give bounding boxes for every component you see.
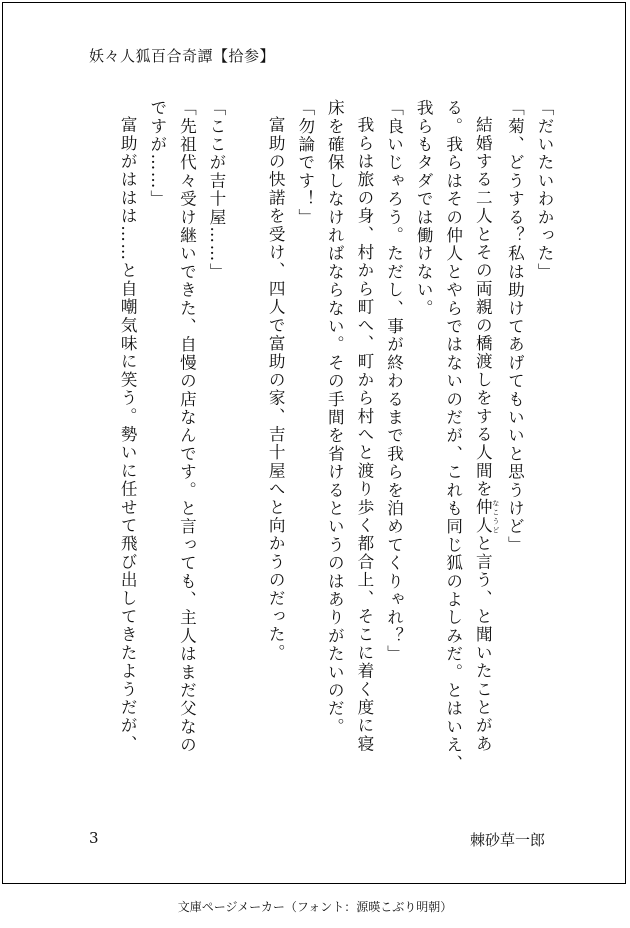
body-line: 「ここが吉十屋……」 xyxy=(206,99,226,281)
body-line xyxy=(231,99,261,789)
page-frame xyxy=(2,2,626,884)
body-line: 我らは旅の身、村から町へ、町から村へと渡り歩く都合上、そこに着く度に寝 xyxy=(354,115,374,753)
body-line: 富助の快諾を受け、四人で富助の家、吉十屋へと向かうのだった。 xyxy=(266,115,286,662)
header-title: 妖々人狐百合奇譚【拾参】 xyxy=(89,47,276,65)
body-line: 「先祖代々受け継いできた、自慢の店なんです。と言っても、主人はまだ父なの xyxy=(177,99,197,755)
body-line: 我らもタダでは働けない。 xyxy=(414,99,434,318)
credit-line: 文庫ページメーカー（フォント：源暎こぶり明朝） xyxy=(177,900,453,914)
body-line: 床を確保しなければならない。その手間を省けるというのはありがたいのだ。 xyxy=(325,99,345,736)
body-line: ですが……」 xyxy=(147,99,167,209)
author-name: 棘砂草一郎 xyxy=(469,831,545,849)
body-line: る。我らはその仲人とやらではないのだが、これも同じ狐のよしみだ。とはいえ、 xyxy=(443,99,463,773)
body-line: 「だいたいわかった」 xyxy=(535,99,554,281)
body-line: 富助がははは……と自嘲気味に笑う。勢いに任せて飛び出してきたようだが、 xyxy=(118,115,138,753)
body-line: 結婚する二人とその両親の橋渡しをする人間を仲人 なこうどと言う、と聞いたことがあ xyxy=(473,115,500,753)
body-line: 「良いじゃろう。ただし、事が終わるまで我らを泊めてくりゃれ？」 xyxy=(384,99,404,664)
ruby-reading: なこうど xyxy=(491,497,500,535)
ruby-annotation: 仲人 なこうど xyxy=(473,497,500,535)
body-line: 「勿論です！」 xyxy=(295,99,315,227)
body-line: 「菊、どうする？私は助けてあげてもいいと思うけど」 xyxy=(505,99,525,554)
body-text xyxy=(55,99,559,789)
page-number: 3 xyxy=(89,829,99,847)
